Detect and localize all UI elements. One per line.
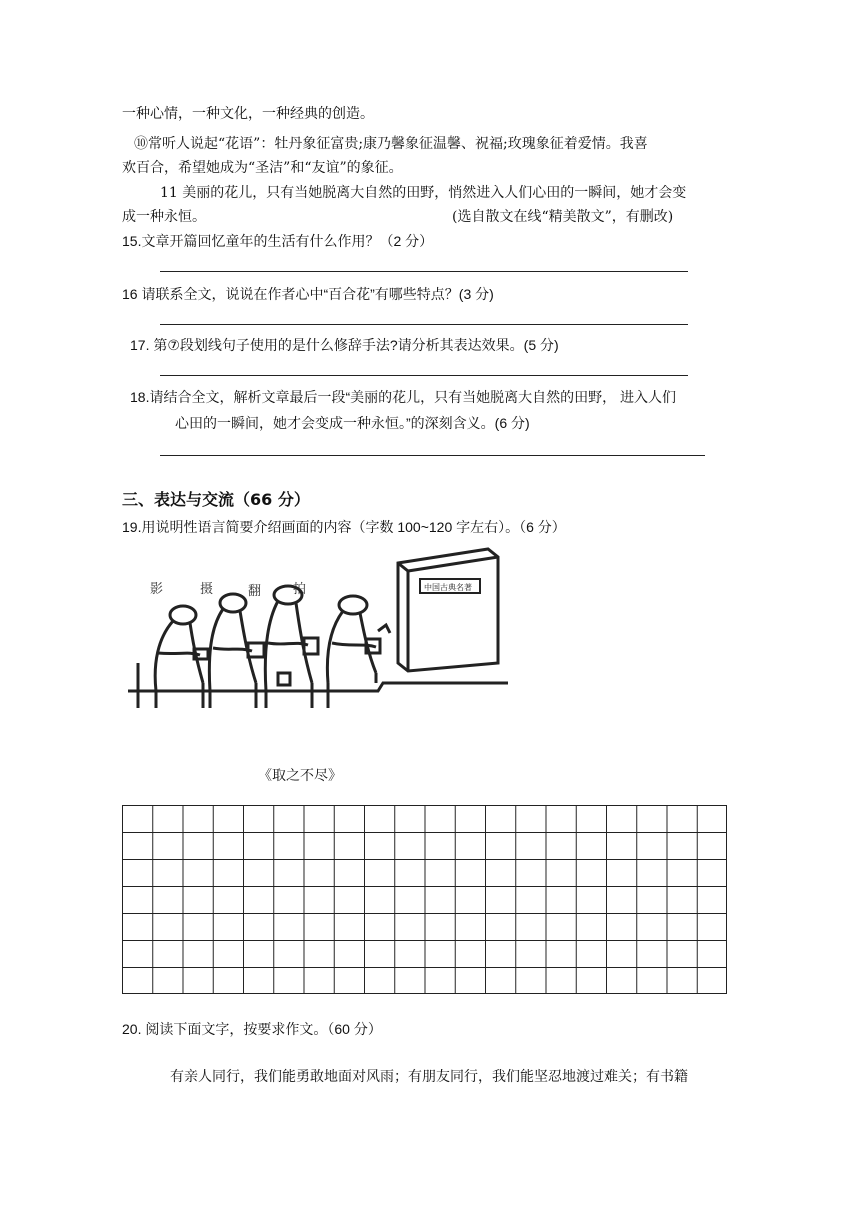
- cartoon-caption: 《取之不尽》: [258, 768, 342, 784]
- cartoon-label-2: 摄: [200, 582, 214, 597]
- question-17: 17. 第⑦段划线句子使用的是什么修辞手法?请分析其表达效果。(5 分): [130, 337, 559, 353]
- book-title: 中国古典名著: [424, 583, 472, 592]
- question-20-prompt: 有亲人同行，我们能勇敢地面对风雨；有朋友同行，我们能坚忍地渡过难关；有书籍: [170, 1069, 688, 1085]
- book-icon: [398, 549, 498, 671]
- question-20: 20. 阅读下面文字，按要求作文。（60 分）: [122, 1021, 382, 1037]
- paragraph-10-line-1: ⑩常听人说起“花语”：牡丹象征富贵;康乃馨象征温馨、祝福;玫瑰象征着爱情。我喜: [134, 136, 648, 152]
- answer-line-15[interactable]: [160, 271, 688, 272]
- answer-line-17[interactable]: [160, 375, 688, 376]
- question-19: 19.用说明性语言简要介绍画面的内容（字数 100~120 字左右）。（6 分）: [122, 519, 566, 535]
- question-15: 15.文章开篇回忆童年的生活有什么作用？（2 分）: [122, 233, 434, 249]
- answer-line-16[interactable]: [160, 324, 688, 325]
- paragraph-11-line-1: 11 美丽的花儿，只有当她脱离大自然的田野，悄然进入人们心田的一瞬间，她才会变: [160, 185, 687, 201]
- cartoon-label-1: 影: [150, 582, 164, 597]
- question-18-line-2: 心田的一瞬间，她才会变成一种永恒。”的深刻含义。(6 分): [175, 415, 530, 431]
- paragraph-10-line-2: 欢百合，希望她成为“圣洁”和“友谊”的象征。: [122, 160, 403, 176]
- question-16: 16 请联系全文，说说在作者心中“百合花”有哪些特点？(3 分): [122, 286, 494, 302]
- cartoon-label-4: 拍: [293, 582, 307, 597]
- passage-line-1: 一种心情，一种文化，一种经典的创造。: [122, 106, 374, 122]
- paragraph-11-line-2: 成一种永恒。: [122, 209, 206, 225]
- section-3-heading: 三、表达与交流（66 分）: [122, 490, 310, 509]
- question-18-line-1: 18.请结合全文，解析文章最后一段“美丽的花儿，只有当她脱离大自然的田野， 进入人们: [130, 389, 677, 405]
- cartoon-illustration: [128, 543, 508, 715]
- answer-grid[interactable]: [122, 805, 727, 994]
- answer-line-18[interactable]: [160, 455, 705, 456]
- cartoon-label-3: 翻: [248, 584, 262, 599]
- source-note: (选自散文在线“精美散文”，有删改): [452, 209, 674, 225]
